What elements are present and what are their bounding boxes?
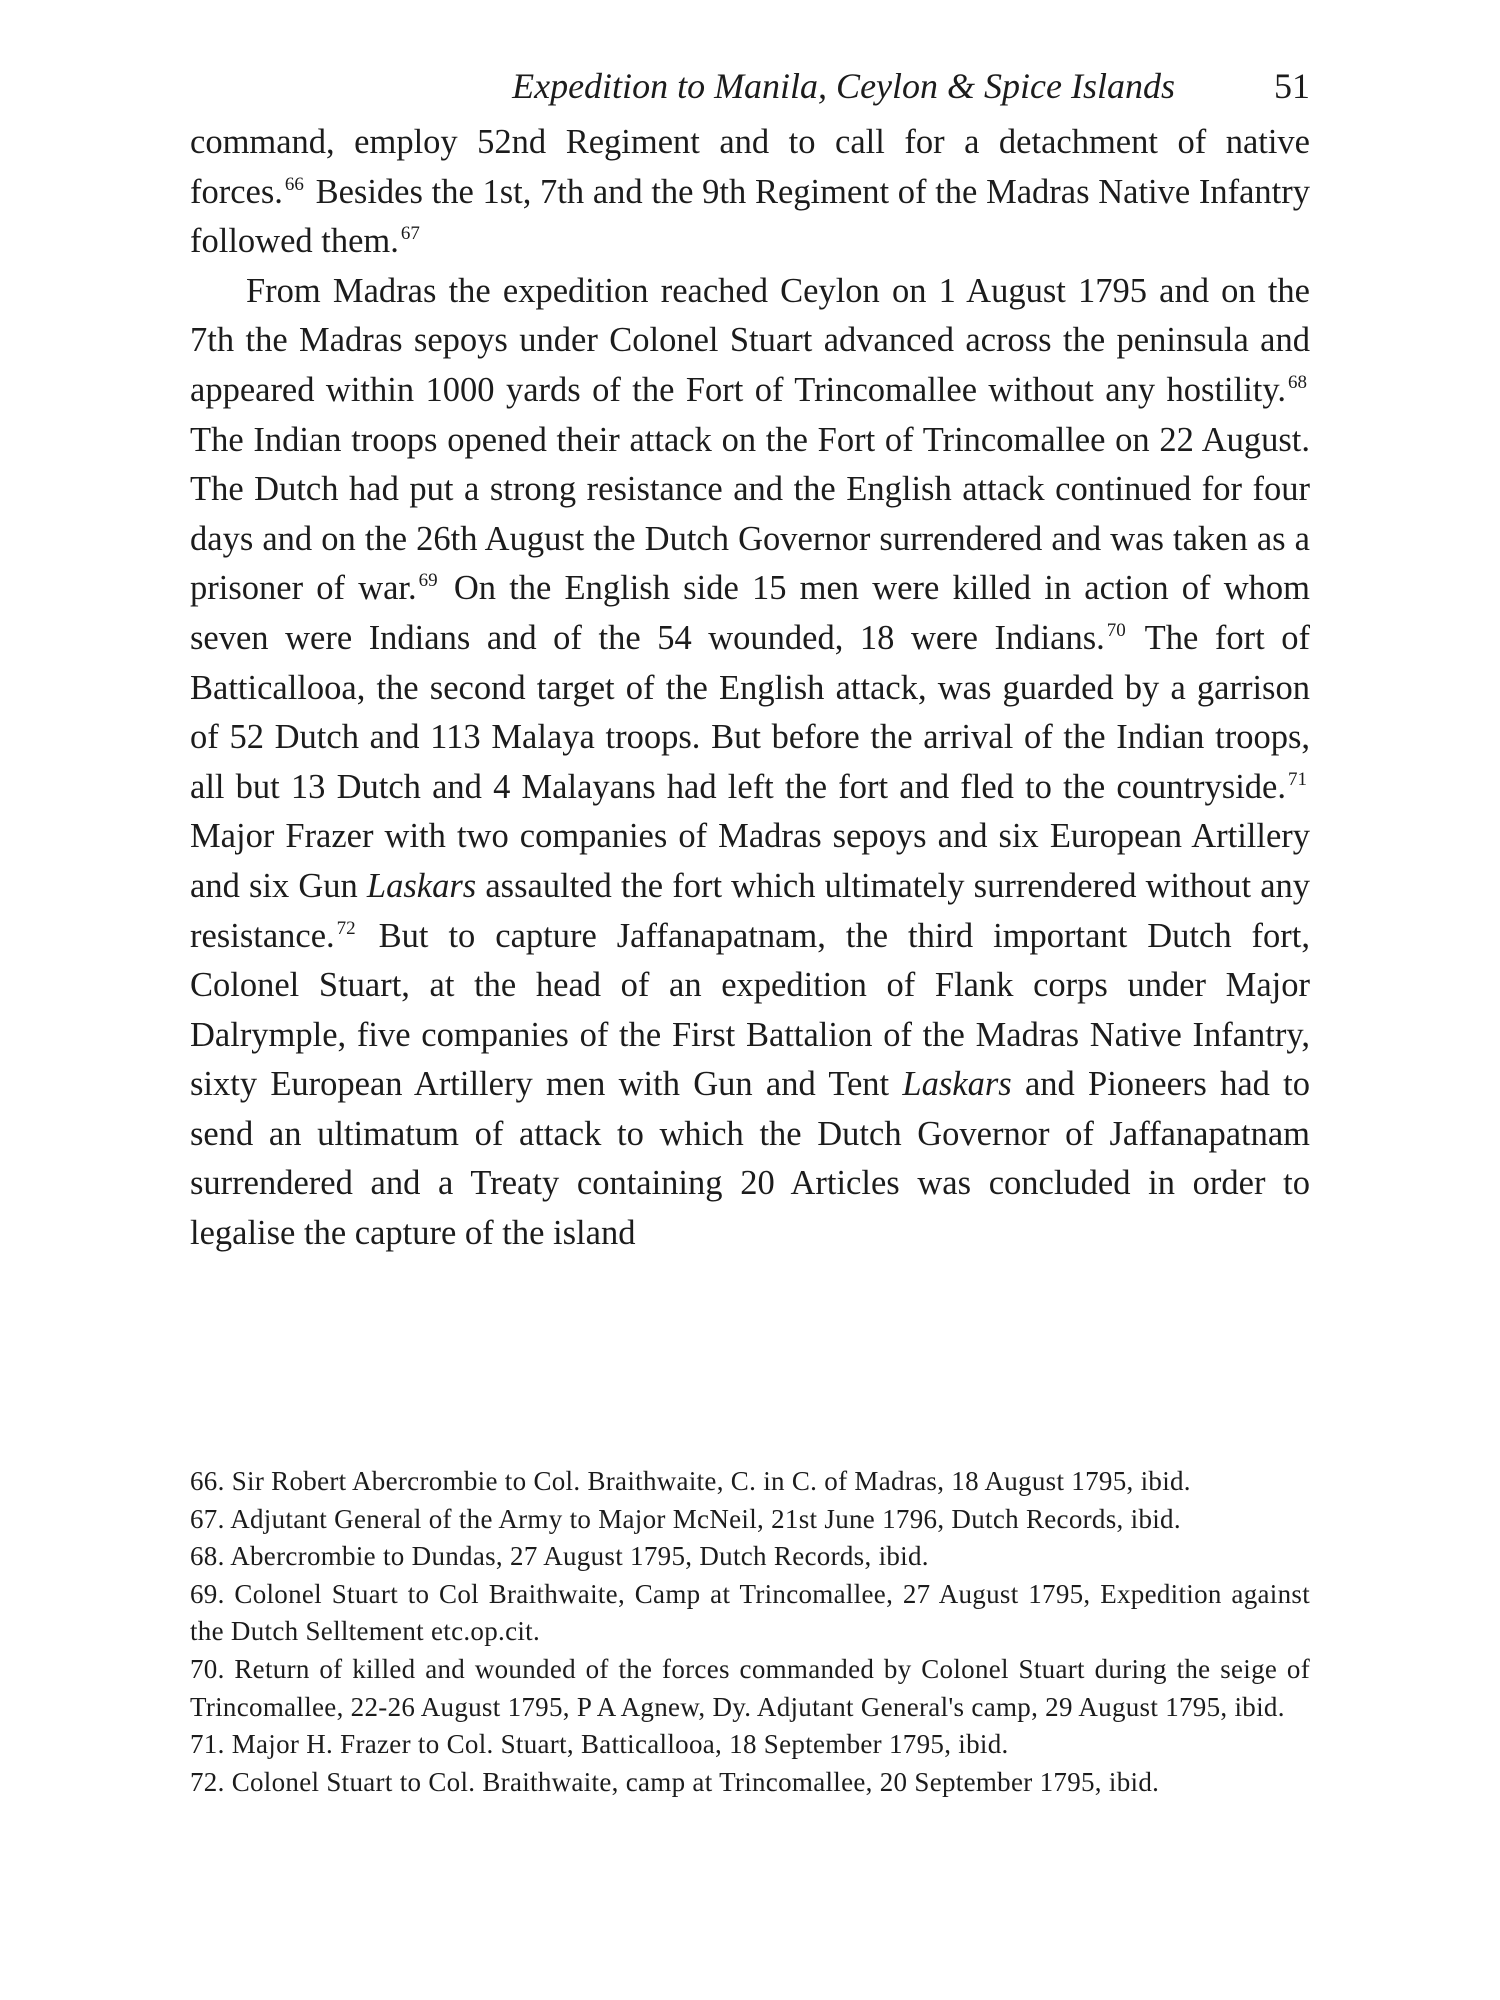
- footnote-ref-72: 72: [336, 917, 356, 939]
- footnote-ref-71: 71: [1288, 768, 1307, 790]
- paragraph-2-text-7: But to capture Jaffanapatnam, the third important Dutch fort, Colonel Stuart, at the head of an expedition of Flank corps under Major Dalrymple, five companies of the First Battalion of the Madras Native Infantry, sixty European Artillery men with Gun and Tent: [190, 916, 1310, 1104]
- footnote-68: 68. Abercrombie to Dundas, 27 August 1795, Dutch Records, ibid.: [190, 1541, 929, 1572]
- paragraph-2-text-3: On the English side 15 men were killed in action of whom seven were Indians and of the 54 wounded, 18 were Indians.: [190, 569, 1310, 657]
- paragraph-2-text-8: and Pioneers had to send an ultimatum of attack to which the Dutch Governor of Jaffanapatnam surrendered and a Treaty containing 20 Articles was concluded in order to legalise the capture of the island: [190, 1065, 1310, 1253]
- footnote-ref-68: 68: [1288, 371, 1307, 393]
- italic-term-laskars-2: Laskars: [902, 1065, 1012, 1104]
- paragraph-2-text-6: assaulted the fort which ultimately surrendered without any resistance.: [190, 866, 1311, 955]
- footnote-ref-70: 70: [1106, 619, 1126, 641]
- paragraph-1: [190, 118, 1310, 267]
- page: [190, 58, 1310, 1259]
- paragraph-1-text-2: Besides the 1st, 7th and the 9th Regiment of the Madras Native Infantry followed them.: [190, 172, 1310, 261]
- footnote-72: 72. Colonel Stuart to Col. Braithwaite, camp at Trincomallee, 20 September 1795, ibid.: [190, 1766, 1160, 1797]
- footnote-66: 66. Sir Robert Abercrombie to Col. Braithwaite, C. in C. of Madras, 18 August 1795, ibid.: [190, 1466, 1191, 1496]
- footnote-ref-67: 67: [400, 223, 420, 245]
- paragraph-2: [190, 267, 1310, 1259]
- footnote-69: 69. Colonel Stuart to Col Braithwaite, Camp at Trincomallee, 27 August 1795, Expedition against the Dutch Selltement etc.op.cit.: [190, 1578, 1310, 1647]
- footnote-71: 71. Major H. Frazer to Col. Stuart, Batticallooa, 18 September 1795, ibid.: [190, 1729, 1009, 1760]
- footnote-ref-69: 69: [418, 570, 438, 592]
- running-title: Expedition to Manila, Ceylon & Spice Islands: [512, 66, 1175, 106]
- paragraph-1-text-1: command, employ 52nd Regiment and to call for a detachment of native forces.: [190, 123, 1310, 211]
- footnote-70: 70. Return of killed and wounded of the forces commanded by Colonel Stuart during the seige of Trincomallee, 22-26 August 1795, P A Agnew, Dy. Adjutant General's camp, 29 August 1795, ibid.: [190, 1653, 1310, 1722]
- paragraph-2-text-4: The fort of Batticallooa, the second target of the English attack, was guarded by a garrison of 52 Dutch and 113 Malaya troops. But before the arrival of the Indian troops, all but 13 Dutch and 4 Malayans had left the fort and fled to the countryside.: [190, 618, 1310, 806]
- footnote-67: 67. Adjutant General of the Army to Major McNeil, 21st June 1796, Dutch Records, ibid.: [190, 1503, 1181, 1534]
- body-text: [190, 118, 1310, 1259]
- paragraph-2-text-1: From Madras the expedition reached Ceylon on 1 August 1795 and on the 7th the Madras sepoys under Colonel Stuart advanced across the peninsula and appeared within 1000 yards of the Fort of Trincomallee without any hostility.: [190, 271, 1310, 409]
- footnotes: [190, 1463, 1310, 1801]
- italic-term-laskars-1: Laskars: [366, 866, 477, 905]
- running-head: [190, 58, 1310, 114]
- page-number: 51: [1274, 66, 1310, 106]
- footnote-ref-66: 66: [284, 173, 304, 195]
- paragraph-2-text-2: The Indian troops opened their attack on the Fort of Trincomallee on 22 August. The Dutch had put a strong resistance and the English attack continued for four days and on the 26th August the Dutch Governor surrendered and was taken as a prisoner of war.: [190, 420, 1310, 608]
- paragraph-2-text-5: Major Frazer with two companies of Madras sepoys and six European Artillery and six Gun: [190, 817, 1310, 905]
